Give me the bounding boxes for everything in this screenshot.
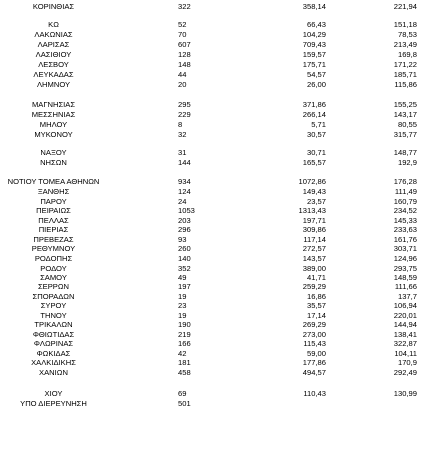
- cases-count: 322: [178, 2, 191, 11]
- cases-count: 128: [178, 50, 191, 59]
- rate-value-2: 322,87: [393, 339, 417, 348]
- rate-value-1: 1072,86: [298, 177, 326, 186]
- region-name: ΞΑΝΘΗΣ: [37, 187, 70, 196]
- rate-value-1: 272,57: [302, 244, 326, 253]
- rate-value-1: 177,86: [302, 358, 326, 367]
- region-name: ΛΑΣΙΘΙΟΥ: [35, 50, 72, 59]
- rate-value-2: 106,94: [393, 301, 417, 310]
- table-row: [0, 60, 429, 70]
- region-name: ΜΑΓΝΗΣΙΑΣ: [31, 100, 76, 109]
- region-name: ΠΕΛΛΑΣ: [38, 216, 69, 225]
- region-name: ΜΥΚΟΝΟΥ: [34, 130, 73, 139]
- region-name: ΧΑΛΚΙΔΙΚΗΣ: [31, 358, 76, 367]
- rate-value-1: 16,86: [306, 292, 326, 301]
- rate-value-2: 80,55: [397, 120, 417, 129]
- cases-count: 49: [178, 273, 187, 282]
- region-name: ΛΑΚΩΝΙΑΣ: [34, 30, 73, 39]
- cases-count: 190: [178, 320, 191, 329]
- region-name: ΦΘΙΩΤΙΔΑΣ: [32, 330, 75, 339]
- rate-value-1: 110,43: [303, 389, 326, 398]
- table-row: [0, 80, 429, 90]
- rate-value-1: 117,14: [303, 235, 326, 244]
- region-name: ΠΑΡΟΥ: [40, 197, 67, 206]
- cases-count: 44: [178, 70, 187, 79]
- cases-count: 42: [178, 349, 187, 358]
- rate-value-1: 59,00: [306, 349, 326, 358]
- cases-count: 501: [178, 399, 191, 408]
- cases-count: 23: [178, 301, 187, 310]
- region-name: ΤΡΙΚΑΛΩΝ: [34, 320, 73, 329]
- region-name: ΠΙΕΡΙΑΣ: [38, 225, 69, 234]
- rate-value-1: 371,86: [302, 100, 326, 109]
- rate-value-2: 138,41: [393, 330, 417, 339]
- rate-value-2: 292,49: [393, 368, 417, 377]
- cases-count: 144: [178, 158, 191, 167]
- cases-count: 124: [178, 187, 191, 196]
- rate-value-2: 144,94: [393, 320, 417, 329]
- rate-value-2: 130,99: [393, 389, 417, 398]
- table-row: [0, 225, 429, 235]
- rate-value-1: 266,14: [302, 110, 326, 119]
- region-name: ΝΑΞΟΥ: [40, 148, 67, 157]
- rate-value-2: 170,9: [397, 358, 417, 367]
- cases-count: 32: [178, 130, 187, 139]
- region-name: ΛΕΥΚΑΔΑΣ: [33, 70, 74, 79]
- region-name: ΠΕΙΡΑΙΩΣ: [36, 206, 71, 215]
- table-row: [0, 70, 429, 80]
- rate-value-1: 35,57: [306, 301, 326, 310]
- rate-value-1: 165,57: [302, 158, 326, 167]
- rate-value-2: 111,66: [394, 282, 417, 291]
- region-name: ΣΥΡΟΥ: [40, 301, 67, 310]
- cases-count: 296: [178, 225, 191, 234]
- table-row: [0, 399, 429, 409]
- cases-count: 52: [178, 20, 187, 29]
- cases-count: 458: [178, 368, 191, 377]
- rate-value-2: 151,18: [393, 20, 417, 29]
- region-name: ΥΠΟ ΔΙΕΡΕΥΝΗΣΗ: [20, 399, 87, 408]
- cases-count: 203: [178, 216, 191, 225]
- region-name: ΤΗΝΟΥ: [40, 311, 67, 320]
- cases-count: 934: [178, 177, 191, 186]
- region-name: ΡΕΘΥΜΝΟΥ: [31, 244, 76, 253]
- rate-value-1: 30,71: [306, 148, 326, 157]
- table-row: [0, 301, 429, 311]
- cases-count: 69: [178, 389, 187, 398]
- rate-value-2: 293,75: [393, 264, 417, 273]
- table-row: [0, 368, 429, 378]
- rate-value-1: 269,29: [302, 320, 326, 329]
- region-name: ΧΙΟΥ: [44, 389, 63, 398]
- region-name: ΣΑΜΟΥ: [40, 273, 67, 282]
- rate-value-1: 149,43: [302, 187, 326, 196]
- rate-value-1: 66,43: [306, 20, 326, 29]
- region-name: ΦΛΩΡΙΝΑΣ: [33, 339, 74, 348]
- rate-value-2: 185,71: [393, 70, 417, 79]
- cases-count: 181: [178, 358, 191, 367]
- rate-value-2: 78,53: [397, 30, 417, 39]
- rate-value-2: 171,22: [393, 60, 417, 69]
- cases-count: 197: [178, 282, 191, 291]
- rate-value-2: 160,79: [393, 197, 417, 206]
- rate-value-1: 175,71: [302, 60, 326, 69]
- table-row: [0, 254, 429, 264]
- rate-value-1: 23,57: [306, 197, 326, 206]
- region-name: ΣΠΟΡΑΔΩΝ: [32, 292, 75, 301]
- region-name: ΣΕΡΡΩΝ: [37, 282, 70, 291]
- cases-count: 260: [178, 244, 191, 253]
- rate-value-1: 358,14: [302, 2, 326, 11]
- cases-count: 148: [178, 60, 191, 69]
- table-row: [0, 358, 429, 368]
- cases-count: 8: [178, 120, 183, 129]
- region-name: ΝΟΤΙΟΥ ΤΟΜΕΑ ΑΘΗΝΩΝ: [7, 177, 100, 186]
- rate-value-1: 30,57: [306, 130, 326, 139]
- rate-value-1: 54,57: [306, 70, 326, 79]
- rate-value-1: 389,00: [302, 264, 326, 273]
- cases-count: 352: [178, 264, 191, 273]
- cases-count: 1053: [178, 206, 195, 215]
- region-name: ΚΟΡΙΝΘΙΑΣ: [32, 2, 75, 11]
- rate-value-1: 1313,43: [298, 206, 326, 215]
- rate-value-1: 5,71: [311, 120, 326, 129]
- region-name: ΡΟΔΟΠΗΣ: [34, 254, 73, 263]
- rate-value-1: 494,57: [302, 368, 326, 377]
- rate-value-1: 17,14: [306, 311, 326, 320]
- rate-value-1: 41,71: [306, 273, 326, 282]
- table-row: [0, 20, 429, 30]
- table-row: [0, 244, 429, 254]
- rate-value-2: 145,33: [393, 216, 417, 225]
- table-row: [0, 389, 429, 399]
- table-row: [0, 2, 429, 12]
- rate-value-1: 26,00: [306, 80, 326, 89]
- rate-value-2: 148,77: [393, 148, 417, 157]
- region-name: ΦΩΚΙΔΑΣ: [36, 349, 71, 358]
- table-row: [0, 120, 429, 130]
- cases-count: 219: [178, 330, 191, 339]
- cases-count: 24: [178, 197, 187, 206]
- rate-value-2: 155,25: [393, 100, 417, 109]
- region-name: ΡΟΔΟΥ: [40, 264, 67, 273]
- rate-value-1: 259,29: [302, 282, 326, 291]
- region-name: ΜΕΣΣΗΝΙΑΣ: [31, 110, 76, 119]
- rate-value-2: 137,7: [397, 292, 417, 301]
- rate-value-2: 176,28: [393, 177, 417, 186]
- cases-count: 140: [178, 254, 191, 263]
- rate-value-2: 221,94: [393, 2, 417, 11]
- table-row: [0, 339, 429, 349]
- rate-value-2: 169,8: [397, 50, 417, 59]
- table-row: [0, 177, 429, 187]
- region-name: ΛΗΜΝΟΥ: [36, 80, 71, 89]
- region-name: ΛΕΣΒΟΥ: [38, 60, 69, 69]
- region-name: ΝΗΣΩΝ: [40, 158, 67, 167]
- region-name: ΧΑΝΙΩΝ: [39, 368, 68, 377]
- region-name: ΚΩ: [48, 20, 59, 29]
- rate-value-2: 315,77: [393, 130, 417, 139]
- region-name: ΜΗΛΟΥ: [39, 120, 68, 129]
- rate-value-1: 197,71: [302, 216, 326, 225]
- rate-value-2: 104,11: [394, 349, 417, 358]
- rate-value-2: 124,96: [393, 254, 417, 263]
- rate-value-1: 104,29: [302, 30, 326, 39]
- cases-count: 166: [178, 339, 191, 348]
- table-row: [0, 110, 429, 120]
- cases-count: 19: [178, 292, 187, 301]
- table-row: [0, 282, 429, 292]
- cases-count: 229: [178, 110, 191, 119]
- region-name: ΛΑΡΙΣΑΣ: [37, 40, 70, 49]
- table-row: [0, 158, 429, 168]
- cases-count: 70: [178, 30, 187, 39]
- table-row: [0, 50, 429, 60]
- rate-value-1: 309,86: [302, 225, 326, 234]
- rate-value-2: 143,17: [393, 110, 417, 119]
- rate-value-2: 148,59: [393, 273, 417, 282]
- rate-value-2: 303,71: [393, 244, 417, 253]
- cases-count: 295: [178, 100, 191, 109]
- rate-value-2: 213,49: [393, 40, 417, 49]
- table-row: [0, 30, 429, 40]
- cases-count: 19: [178, 311, 187, 320]
- rate-value-1: 115,43: [303, 339, 326, 348]
- table-row: [0, 148, 429, 158]
- cases-count: 31: [178, 148, 187, 157]
- rate-value-2: 220,01: [393, 311, 417, 320]
- rate-value-2: 111,49: [394, 187, 417, 196]
- rate-value-1: 273,00: [302, 330, 326, 339]
- table-row: [0, 40, 429, 50]
- region-name: ΠΡΕΒΕΖΑΣ: [33, 235, 74, 244]
- table-row: [0, 320, 429, 330]
- rate-value-2: 192,9: [397, 158, 417, 167]
- rate-value-2: 234,52: [393, 206, 417, 215]
- cases-count: 93: [178, 235, 187, 244]
- table-row: [0, 206, 429, 216]
- table-row: [0, 130, 429, 140]
- rate-value-2: 233,63: [393, 225, 417, 234]
- table-row: [0, 187, 429, 197]
- table-row: [0, 100, 429, 110]
- rate-value-2: 115,86: [394, 80, 417, 89]
- cases-count: 607: [178, 40, 191, 49]
- rate-value-2: 161,76: [393, 235, 417, 244]
- rate-value-1: 709,43: [302, 40, 326, 49]
- cases-count: 20: [178, 80, 187, 89]
- rate-value-1: 143,57: [302, 254, 326, 263]
- rate-value-1: 159,57: [302, 50, 326, 59]
